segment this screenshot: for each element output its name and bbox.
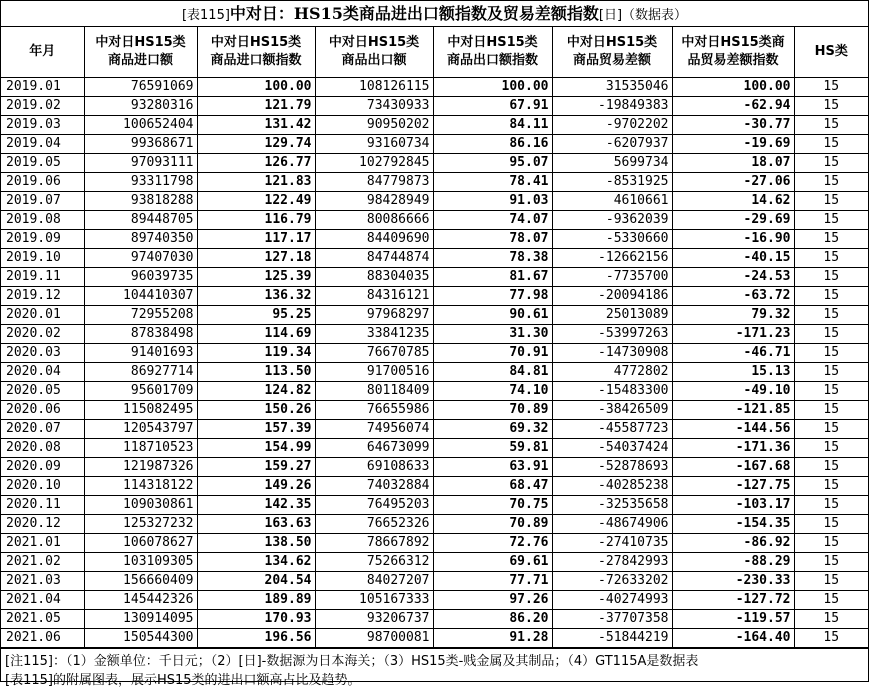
hs-class-cell: 15	[794, 629, 868, 648]
balance-value-cell: 25013089	[552, 306, 672, 325]
table-row	[1, 496, 868, 515]
year-month-cell: 2020.01	[1, 306, 84, 325]
table-row	[1, 553, 868, 572]
table-row	[1, 458, 868, 477]
export-value-cell: 80118409	[315, 382, 433, 401]
export-value-cell: 88304035	[315, 268, 433, 287]
export-value-cell: 76652326	[315, 515, 433, 534]
hs-class-cell: 15	[794, 268, 868, 287]
hs-class-cell: 15	[794, 439, 868, 458]
hs-class-cell: 15	[794, 363, 868, 382]
balance-value-cell: -5330660	[552, 230, 672, 249]
table-row	[1, 287, 868, 306]
year-month-cell: 2019.10	[1, 249, 84, 268]
import-index-cell: 127.18	[197, 249, 315, 268]
year-month-cell: 2020.02	[1, 325, 84, 344]
import-value-cell: 156660409	[84, 572, 197, 591]
year-month-cell: 2019.11	[1, 268, 84, 287]
year-month-cell: 2021.05	[1, 610, 84, 629]
year-month-cell: 2019.08	[1, 211, 84, 230]
import-index-cell: 95.25	[197, 306, 315, 325]
table-row	[1, 591, 868, 610]
import-index-cell: 121.79	[197, 97, 315, 116]
import-index-cell: 129.74	[197, 135, 315, 154]
export-index-cell: 77.71	[433, 572, 552, 591]
import-value-cell: 114318122	[84, 477, 197, 496]
export-index-cell: 100.00	[433, 78, 552, 97]
import-value-cell: 95601709	[84, 382, 197, 401]
hs-class-cell: 15	[794, 382, 868, 401]
import-index-cell: 124.82	[197, 382, 315, 401]
export-index-cell: 97.26	[433, 591, 552, 610]
hs-class-cell: 15	[794, 610, 868, 629]
export-index-cell: 69.61	[433, 553, 552, 572]
import-value-cell: 109030861	[84, 496, 197, 515]
export-index-cell: 86.16	[433, 135, 552, 154]
hs-class-cell: 15	[794, 306, 868, 325]
import-value-cell: 91401693	[84, 344, 197, 363]
table-row	[1, 78, 868, 97]
balance-value-cell: 4772802	[552, 363, 672, 382]
import-index-cell: 159.27	[197, 458, 315, 477]
import-index-cell: 163.63	[197, 515, 315, 534]
export-value-cell: 73430933	[315, 97, 433, 116]
export-value-cell: 76670785	[315, 344, 433, 363]
balance-index-cell: -46.71	[672, 344, 794, 363]
table-row	[1, 534, 868, 553]
balance-value-cell: -37707358	[552, 610, 672, 629]
balance-index-cell: 14.62	[672, 192, 794, 211]
balance-index-cell: -40.15	[672, 249, 794, 268]
balance-index-cell: -29.69	[672, 211, 794, 230]
export-index-cell: 84.11	[433, 116, 552, 135]
import-index-cell: 189.89	[197, 591, 315, 610]
hs-class-cell: 15	[794, 211, 868, 230]
year-month-cell: 2020.03	[1, 344, 84, 363]
table-row	[1, 610, 868, 629]
year-month-cell: 2019.03	[1, 116, 84, 135]
balance-index-cell: -49.10	[672, 382, 794, 401]
year-month-cell: 2020.05	[1, 382, 84, 401]
balance-value-cell: -15483300	[552, 382, 672, 401]
table-row	[1, 572, 868, 591]
import-index-cell: 117.17	[197, 230, 315, 249]
import-value-cell: 93818288	[84, 192, 197, 211]
import-index-cell: 138.50	[197, 534, 315, 553]
export-index-cell: 77.98	[433, 287, 552, 306]
import-value-cell: 106078627	[84, 534, 197, 553]
balance-index-cell: -154.35	[672, 515, 794, 534]
table-row	[1, 192, 868, 211]
export-value-cell: 93160734	[315, 135, 433, 154]
table-row	[1, 420, 868, 439]
import-index-cell: 116.79	[197, 211, 315, 230]
export-index-cell: 91.28	[433, 629, 552, 648]
hs-class-cell: 15	[794, 173, 868, 192]
table-row	[1, 344, 868, 363]
balance-value-cell: -27410735	[552, 534, 672, 553]
hs-class-cell: 15	[794, 591, 868, 610]
year-month-cell: 2020.10	[1, 477, 84, 496]
export-value-cell: 84409690	[315, 230, 433, 249]
import-value-cell: 121987326	[84, 458, 197, 477]
balance-value-cell: -12662156	[552, 249, 672, 268]
import-index-cell: 150.26	[197, 401, 315, 420]
year-month-cell: 2019.06	[1, 173, 84, 192]
balance-value-cell: -54037424	[552, 439, 672, 458]
balance-index-cell: -121.85	[672, 401, 794, 420]
year-month-cell: 2020.04	[1, 363, 84, 382]
hs-class-cell: 15	[794, 420, 868, 439]
export-index-cell: 91.03	[433, 192, 552, 211]
import-index-cell: 196.56	[197, 629, 315, 648]
column-header: 中对日HS15类商 品贸易差额指数	[672, 27, 794, 78]
balance-value-cell: -32535658	[552, 496, 672, 515]
source-tag: [日]	[598, 8, 623, 23]
balance-value-cell: 4610661	[552, 192, 672, 211]
hs-class-cell: 15	[794, 325, 868, 344]
export-value-cell: 84779873	[315, 173, 433, 192]
export-value-cell: 90950202	[315, 116, 433, 135]
hs-class-cell: 15	[794, 344, 868, 363]
balance-index-cell: -119.57	[672, 610, 794, 629]
balance-value-cell: -9362039	[552, 211, 672, 230]
import-index-cell: 113.50	[197, 363, 315, 382]
export-index-cell: 81.67	[433, 268, 552, 287]
table-row	[1, 477, 868, 496]
import-index-cell: 134.62	[197, 553, 315, 572]
import-value-cell: 87838498	[84, 325, 197, 344]
table-row	[1, 325, 868, 344]
table-row	[1, 173, 868, 192]
export-value-cell: 84027207	[315, 572, 433, 591]
balance-value-cell: -20094186	[552, 287, 672, 306]
table-row	[1, 97, 868, 116]
year-month-cell: 2021.02	[1, 553, 84, 572]
export-index-cell: 78.38	[433, 249, 552, 268]
year-month-cell: 2019.09	[1, 230, 84, 249]
export-index-cell: 59.81	[433, 439, 552, 458]
import-value-cell: 97093111	[84, 154, 197, 173]
table-type-note: （数据表）	[622, 8, 688, 23]
column-header: 中对日HS15类 商品进口额	[84, 27, 197, 78]
balance-index-cell: 18.07	[672, 154, 794, 173]
hs-class-cell: 15	[794, 97, 868, 116]
import-value-cell: 93280316	[84, 97, 197, 116]
export-value-cell: 108126115	[315, 78, 433, 97]
balance-index-cell: -127.75	[672, 477, 794, 496]
balance-index-cell: -167.68	[672, 458, 794, 477]
export-index-cell: 70.75	[433, 496, 552, 515]
balance-index-cell: -144.56	[672, 420, 794, 439]
hs-class-cell: 15	[794, 477, 868, 496]
year-month-cell: 2020.07	[1, 420, 84, 439]
column-header: 中对日HS15类 商品贸易差额	[552, 27, 672, 78]
balance-value-cell: -53997263	[552, 325, 672, 344]
column-header: 中对日HS15类 商品出口额	[315, 27, 433, 78]
export-value-cell: 105167333	[315, 591, 433, 610]
year-month-cell: 2020.11	[1, 496, 84, 515]
import-index-cell: 122.49	[197, 192, 315, 211]
year-month-cell: 2019.02	[1, 97, 84, 116]
balance-index-cell: -63.72	[672, 287, 794, 306]
export-value-cell: 84744874	[315, 249, 433, 268]
balance-index-cell: -164.40	[672, 629, 794, 648]
import-index-cell: 149.26	[197, 477, 315, 496]
column-header: HS类	[794, 27, 868, 78]
balance-value-cell: -19849383	[552, 97, 672, 116]
import-index-cell: 121.83	[197, 173, 315, 192]
table-row	[1, 401, 868, 420]
export-index-cell: 70.89	[433, 401, 552, 420]
hs-class-cell: 15	[794, 401, 868, 420]
data-table	[1, 27, 868, 648]
year-month-cell: 2021.03	[1, 572, 84, 591]
import-index-cell: 100.00	[197, 78, 315, 97]
year-month-cell: 2019.07	[1, 192, 84, 211]
import-index-cell: 204.54	[197, 572, 315, 591]
import-value-cell: 99368671	[84, 135, 197, 154]
export-value-cell: 102792845	[315, 154, 433, 173]
table-row	[1, 306, 868, 325]
column-header: 年月	[1, 27, 84, 78]
balance-value-cell: 31535046	[552, 78, 672, 97]
import-index-cell: 114.69	[197, 325, 315, 344]
balance-index-cell: -30.77	[672, 116, 794, 135]
import-index-cell: 170.93	[197, 610, 315, 629]
year-month-cell: 2019.01	[1, 78, 84, 97]
table-row	[1, 439, 868, 458]
hs-class-cell: 15	[794, 230, 868, 249]
balance-index-cell: -62.94	[672, 97, 794, 116]
balance-value-cell: -38426509	[552, 401, 672, 420]
hs-class-cell: 15	[794, 515, 868, 534]
export-index-cell: 69.32	[433, 420, 552, 439]
export-index-cell: 74.07	[433, 211, 552, 230]
table-title: 中对日：HS15类商品进出口额指数及贸易差额指数	[229, 4, 599, 23]
year-month-cell: 2021.06	[1, 629, 84, 648]
year-month-cell: 2019.04	[1, 135, 84, 154]
balance-value-cell: -48674906	[552, 515, 672, 534]
balance-index-cell: -103.17	[672, 496, 794, 515]
balance-index-cell: -171.23	[672, 325, 794, 344]
balance-index-cell: -88.29	[672, 553, 794, 572]
year-month-cell: 2021.04	[1, 591, 84, 610]
balance-index-cell: 15.13	[672, 363, 794, 382]
export-value-cell: 74032884	[315, 477, 433, 496]
export-index-cell: 90.61	[433, 306, 552, 325]
export-value-cell: 93206737	[315, 610, 433, 629]
import-value-cell: 130914095	[84, 610, 197, 629]
column-header: 中对日HS15类 商品出口额指数	[433, 27, 552, 78]
table-row	[1, 154, 868, 173]
balance-value-cell: -72633202	[552, 572, 672, 591]
import-value-cell: 89448705	[84, 211, 197, 230]
export-index-cell: 68.47	[433, 477, 552, 496]
import-index-cell: 136.32	[197, 287, 315, 306]
balance-value-cell: -6207937	[552, 135, 672, 154]
balance-index-cell: 79.32	[672, 306, 794, 325]
balance-index-cell: -230.33	[672, 572, 794, 591]
import-value-cell: 76591069	[84, 78, 197, 97]
table-row	[1, 230, 868, 249]
import-value-cell: 104410307	[84, 287, 197, 306]
import-index-cell: 131.42	[197, 116, 315, 135]
hs-class-cell: 15	[794, 78, 868, 97]
export-index-cell: 31.30	[433, 325, 552, 344]
import-value-cell: 93311798	[84, 173, 197, 192]
import-value-cell: 118710523	[84, 439, 197, 458]
import-value-cell: 150544300	[84, 629, 197, 648]
balance-value-cell: -51844219	[552, 629, 672, 648]
export-index-cell: 63.91	[433, 458, 552, 477]
balance-index-cell: -171.36	[672, 439, 794, 458]
import-value-cell: 72955208	[84, 306, 197, 325]
import-value-cell: 100652404	[84, 116, 197, 135]
year-month-cell: 2021.01	[1, 534, 84, 553]
export-value-cell: 97968297	[315, 306, 433, 325]
table-row	[1, 249, 868, 268]
export-value-cell: 76495203	[315, 496, 433, 515]
export-index-cell: 67.91	[433, 97, 552, 116]
export-index-cell: 78.41	[433, 173, 552, 192]
export-value-cell: 80086666	[315, 211, 433, 230]
year-month-cell: 2020.08	[1, 439, 84, 458]
import-value-cell: 86927714	[84, 363, 197, 382]
export-value-cell: 64673099	[315, 439, 433, 458]
balance-value-cell: -52878693	[552, 458, 672, 477]
import-value-cell: 97407030	[84, 249, 197, 268]
export-value-cell: 33841235	[315, 325, 433, 344]
table-row	[1, 363, 868, 382]
balance-value-cell: -7735700	[552, 268, 672, 287]
table-row	[1, 515, 868, 534]
table-row	[1, 135, 868, 154]
year-month-cell: 2020.06	[1, 401, 84, 420]
table-header-row	[1, 27, 868, 78]
export-index-cell: 84.81	[433, 363, 552, 382]
year-month-cell: 2019.12	[1, 287, 84, 306]
balance-value-cell: -14730908	[552, 344, 672, 363]
note-line: [注115]：（1）金额单位：千日元；（2）[日]-数据源为日本海关；（3）HS15类-贱金属及其制品；（4）GT115A是数据表	[5, 654, 699, 669]
export-index-cell: 74.10	[433, 382, 552, 401]
balance-index-cell: 100.00	[672, 78, 794, 97]
table-row	[1, 629, 868, 648]
import-value-cell: 125327232	[84, 515, 197, 534]
balance-value-cell: -8531925	[552, 173, 672, 192]
export-index-cell: 70.91	[433, 344, 552, 363]
export-index-cell: 78.07	[433, 230, 552, 249]
hs-class-cell: 15	[794, 496, 868, 515]
table-tag: [表115]	[181, 8, 230, 23]
export-value-cell: 76655986	[315, 401, 433, 420]
balance-value-cell: -45587723	[552, 420, 672, 439]
hs-class-cell: 15	[794, 287, 868, 306]
table-body	[1, 78, 868, 648]
column-header: 中对日HS15类 商品进口额指数	[197, 27, 315, 78]
note-line: [表115]的附属图表，展示HS15类的进出口额高占比及趋势。	[5, 673, 361, 688]
table-title-bar	[1, 1, 868, 27]
balance-value-cell: -40274993	[552, 591, 672, 610]
balance-value-cell: -27842993	[552, 553, 672, 572]
balance-value-cell: 5699734	[552, 154, 672, 173]
table-row	[1, 382, 868, 401]
export-value-cell: 74956074	[315, 420, 433, 439]
balance-index-cell: -86.92	[672, 534, 794, 553]
export-index-cell: 70.89	[433, 515, 552, 534]
hs-class-cell: 15	[794, 154, 868, 173]
export-value-cell: 69108633	[315, 458, 433, 477]
table-row	[1, 116, 868, 135]
import-index-cell: 125.39	[197, 268, 315, 287]
balance-index-cell: -127.72	[672, 591, 794, 610]
balance-value-cell: -40285238	[552, 477, 672, 496]
import-value-cell: 103109305	[84, 553, 197, 572]
table-row	[1, 211, 868, 230]
import-index-cell: 142.35	[197, 496, 315, 515]
hs-class-cell: 15	[794, 534, 868, 553]
balance-index-cell: -16.90	[672, 230, 794, 249]
year-month-cell: 2020.12	[1, 515, 84, 534]
year-month-cell: 2019.05	[1, 154, 84, 173]
import-value-cell: 96039735	[84, 268, 197, 287]
table-notes	[1, 648, 868, 690]
hs-class-cell: 15	[794, 135, 868, 154]
balance-value-cell: -9702202	[552, 116, 672, 135]
hs-class-cell: 15	[794, 116, 868, 135]
export-value-cell: 91700516	[315, 363, 433, 382]
import-index-cell: 119.34	[197, 344, 315, 363]
export-value-cell: 78667892	[315, 534, 433, 553]
hs-class-cell: 15	[794, 192, 868, 211]
hs-class-cell: 15	[794, 553, 868, 572]
import-index-cell: 157.39	[197, 420, 315, 439]
balance-index-cell: -24.53	[672, 268, 794, 287]
export-index-cell: 86.20	[433, 610, 552, 629]
import-index-cell: 154.99	[197, 439, 315, 458]
import-index-cell: 126.77	[197, 154, 315, 173]
year-month-cell: 2020.09	[1, 458, 84, 477]
table-row	[1, 268, 868, 287]
export-value-cell: 75266312	[315, 553, 433, 572]
export-index-cell: 72.76	[433, 534, 552, 553]
balance-index-cell: -19.69	[672, 135, 794, 154]
import-value-cell: 145442326	[84, 591, 197, 610]
import-value-cell: 115082495	[84, 401, 197, 420]
hs-class-cell: 15	[794, 458, 868, 477]
hs-class-cell: 15	[794, 572, 868, 591]
hs-class-cell: 15	[794, 249, 868, 268]
import-value-cell: 89740350	[84, 230, 197, 249]
balance-index-cell: -27.06	[672, 173, 794, 192]
export-index-cell: 95.07	[433, 154, 552, 173]
export-value-cell: 98428949	[315, 192, 433, 211]
import-value-cell: 120543797	[84, 420, 197, 439]
export-value-cell: 84316121	[315, 287, 433, 306]
export-value-cell: 98700081	[315, 629, 433, 648]
